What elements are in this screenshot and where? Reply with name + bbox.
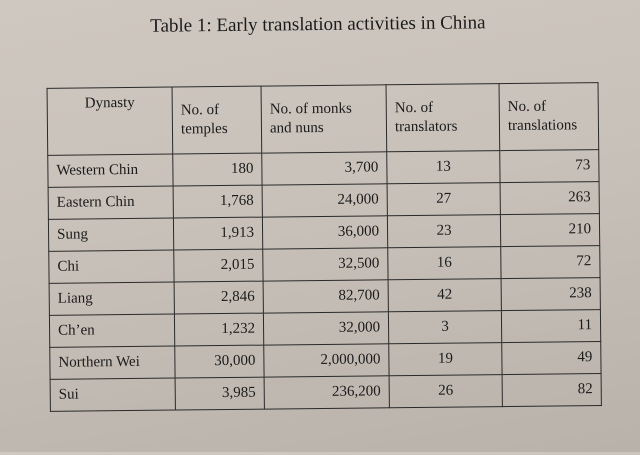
header-translations xyxy=(499,83,599,151)
cell-temples: 1,232 xyxy=(174,313,263,346)
cell-dynasty: Eastern Chin xyxy=(48,186,173,219)
header-dynasty-label: Dynasty xyxy=(84,94,135,112)
cell-translations: 72 xyxy=(501,246,600,279)
header-row xyxy=(47,83,599,156)
header-temples-line1: No. of xyxy=(180,102,220,119)
header-translators-line2: translators xyxy=(394,118,458,136)
cell-monks-nuns: 36,000 xyxy=(262,216,387,249)
table-row xyxy=(50,374,601,412)
cell-translators: 26 xyxy=(389,375,502,408)
cell-monks-nuns: 2,000,000 xyxy=(264,344,389,377)
cell-dynasty: Chi xyxy=(49,250,174,283)
cell-temples: 1,913 xyxy=(173,217,262,250)
translation-table xyxy=(47,82,602,412)
cell-translations: 238 xyxy=(501,278,600,311)
cell-dynasty: Western Chin xyxy=(48,154,173,187)
cell-monks-nuns: 236,200 xyxy=(264,376,389,409)
cell-monks-nuns: 32,000 xyxy=(263,312,388,345)
cell-monks-nuns: 24,000 xyxy=(262,184,387,217)
header-translations-line2: translations xyxy=(507,117,578,135)
header-monks-nuns xyxy=(261,85,387,153)
cell-translators: 19 xyxy=(389,343,502,376)
header-translations-line1: No. of xyxy=(507,98,547,116)
cell-translations: 11 xyxy=(501,310,600,343)
cell-temples: 2,015 xyxy=(174,249,263,282)
cell-monks-nuns: 3,700 xyxy=(262,152,387,185)
cell-translations: 73 xyxy=(500,150,599,183)
cell-translators: 3 xyxy=(388,311,501,344)
cell-translators: 16 xyxy=(388,247,501,280)
cell-translators: 27 xyxy=(387,183,500,216)
cell-monks-nuns: 32,500 xyxy=(263,248,388,281)
header-temples xyxy=(172,86,262,154)
cell-dynasty: Northern Wei xyxy=(50,346,175,379)
header-monks-line1: No. of monks xyxy=(269,100,352,118)
cell-translations: 49 xyxy=(502,342,601,375)
cell-temples: 2,846 xyxy=(174,281,263,314)
header-dynasty xyxy=(47,87,173,155)
cell-translations: 210 xyxy=(500,214,599,247)
cell-dynasty: Sung xyxy=(48,218,173,251)
cell-translators: 42 xyxy=(388,279,501,312)
cell-temples: 30,000 xyxy=(175,345,264,378)
cell-dynasty: Ch’en xyxy=(49,314,174,347)
cell-monks-nuns: 82,700 xyxy=(263,280,388,313)
cell-temples: 1,768 xyxy=(173,185,262,218)
cell-translators: 23 xyxy=(387,215,500,248)
cell-temples: 3,985 xyxy=(175,377,264,410)
cell-dynasty: Liang xyxy=(49,282,174,315)
header-translators-line1: No. of xyxy=(394,99,434,117)
cell-translators: 13 xyxy=(387,151,500,184)
cell-translations: 263 xyxy=(500,182,599,215)
cell-dynasty: Sui xyxy=(50,378,175,411)
header-translators xyxy=(386,84,500,152)
header-temples-line2: temples xyxy=(180,120,228,138)
cell-temples: 180 xyxy=(173,153,262,186)
table-caption: Table 1: Early translation activities in China xyxy=(150,12,486,37)
header-monks-line2: and nuns xyxy=(269,119,324,137)
cell-translations: 82 xyxy=(502,374,601,407)
